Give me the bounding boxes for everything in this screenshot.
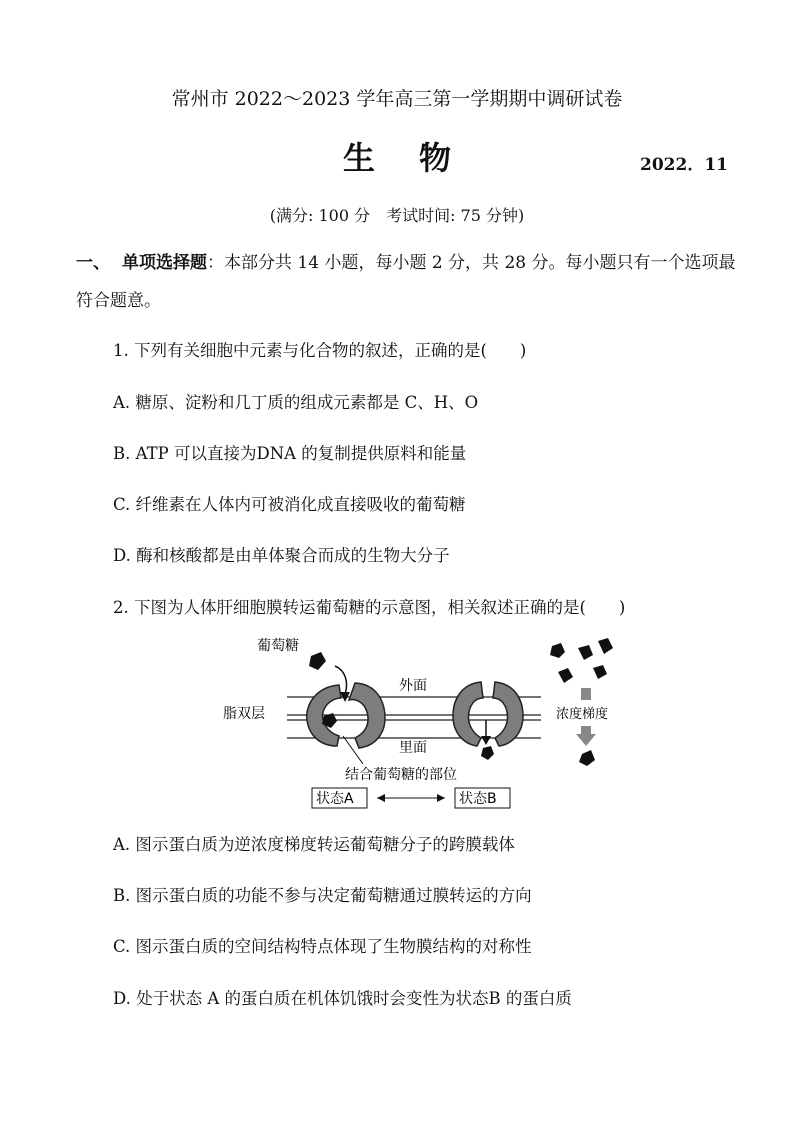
glucose-molecule bbox=[558, 668, 573, 683]
glucose-label: 葡萄糖 bbox=[257, 638, 299, 654]
glucose-molecule bbox=[598, 638, 613, 654]
section-heading bbox=[76, 244, 736, 320]
question-1-option-a: A. 糖原、淀粉和几丁质的组成元素都是 C、H、O bbox=[113, 393, 479, 412]
glucose-molecule bbox=[309, 652, 326, 670]
glucose-molecule bbox=[481, 746, 494, 760]
outside-label: 外面 bbox=[399, 678, 427, 694]
lipid-bilayer-label: 脂双层 bbox=[223, 706, 265, 722]
inside-label: 里面 bbox=[399, 740, 427, 756]
glucose-transport-diagram bbox=[215, 628, 635, 813]
state-transition-arrow-right bbox=[437, 794, 445, 802]
question-1-stem: 1. 下列有关细胞中元素与化合物的叙述，正确的是( ) bbox=[113, 341, 527, 360]
glucose-molecule bbox=[578, 645, 593, 660]
gradient-arrow-head bbox=[576, 734, 596, 746]
section-description: ：本部分共 14 小题，每小题 2 分，共 28 分。每小题只有一个选项最符合题意。 bbox=[76, 253, 736, 311]
concentration-gradient-label: 浓度梯度 bbox=[556, 707, 609, 722]
gradient-arrow-stem bbox=[581, 726, 591, 734]
state-transition-arrow-left bbox=[377, 794, 385, 802]
gradient-arrow-top bbox=[581, 688, 591, 700]
glucose-molecule bbox=[579, 750, 595, 766]
state-b-label: 状态B bbox=[459, 791, 497, 807]
exam-title: 常州市 2022～2023 学年高三第一学期期中调研试卷 bbox=[171, 88, 623, 110]
section-number: 一、 bbox=[76, 253, 110, 273]
question-1-option-d: D. 酶和核酸都是由单体聚合而成的生物大分子 bbox=[113, 546, 450, 565]
glucose-molecule bbox=[593, 665, 607, 679]
exit-arrow-head bbox=[481, 736, 491, 745]
question-1-option-c: C. 纤维素在人体内可被消化成直接吸收的葡萄糖 bbox=[113, 495, 466, 514]
question-2-option-a: A. 图示蛋白质为逆浓度梯度转运葡萄糖分子的跨膜载体 bbox=[113, 835, 515, 854]
binding-site-label: 结合葡萄糖的部位 bbox=[345, 767, 457, 783]
score-info: (满分: 100 分 考试时间: 75 分钟) bbox=[269, 206, 525, 225]
state-a-label: 状态A bbox=[316, 791, 354, 807]
question-2-option-d: D. 处于状态 A 的蛋白质在机体饥饿时会变性为状态B 的蛋白质 bbox=[113, 989, 572, 1008]
glucose-molecule bbox=[550, 643, 565, 658]
subject-title: 生物 bbox=[342, 139, 495, 177]
section-title: 单项选择题 bbox=[122, 253, 207, 273]
question-1-option-b: B. ATP 可以直接为DNA 的复制提供原料和能量 bbox=[113, 444, 467, 463]
question-2-stem: 2. 下图为人体肝细胞膜转运葡萄糖的示意图，相关叙述正确的是( ) bbox=[113, 598, 626, 617]
exam-date: 2022．11 bbox=[640, 155, 728, 175]
question-2-option-b: B. 图示蛋白质的功能不参与决定葡萄糖通过膜转运的方向 bbox=[113, 886, 532, 905]
question-2-option-c: C. 图示蛋白质的空间结构特点体现了生物膜结构的对称性 bbox=[113, 937, 532, 956]
